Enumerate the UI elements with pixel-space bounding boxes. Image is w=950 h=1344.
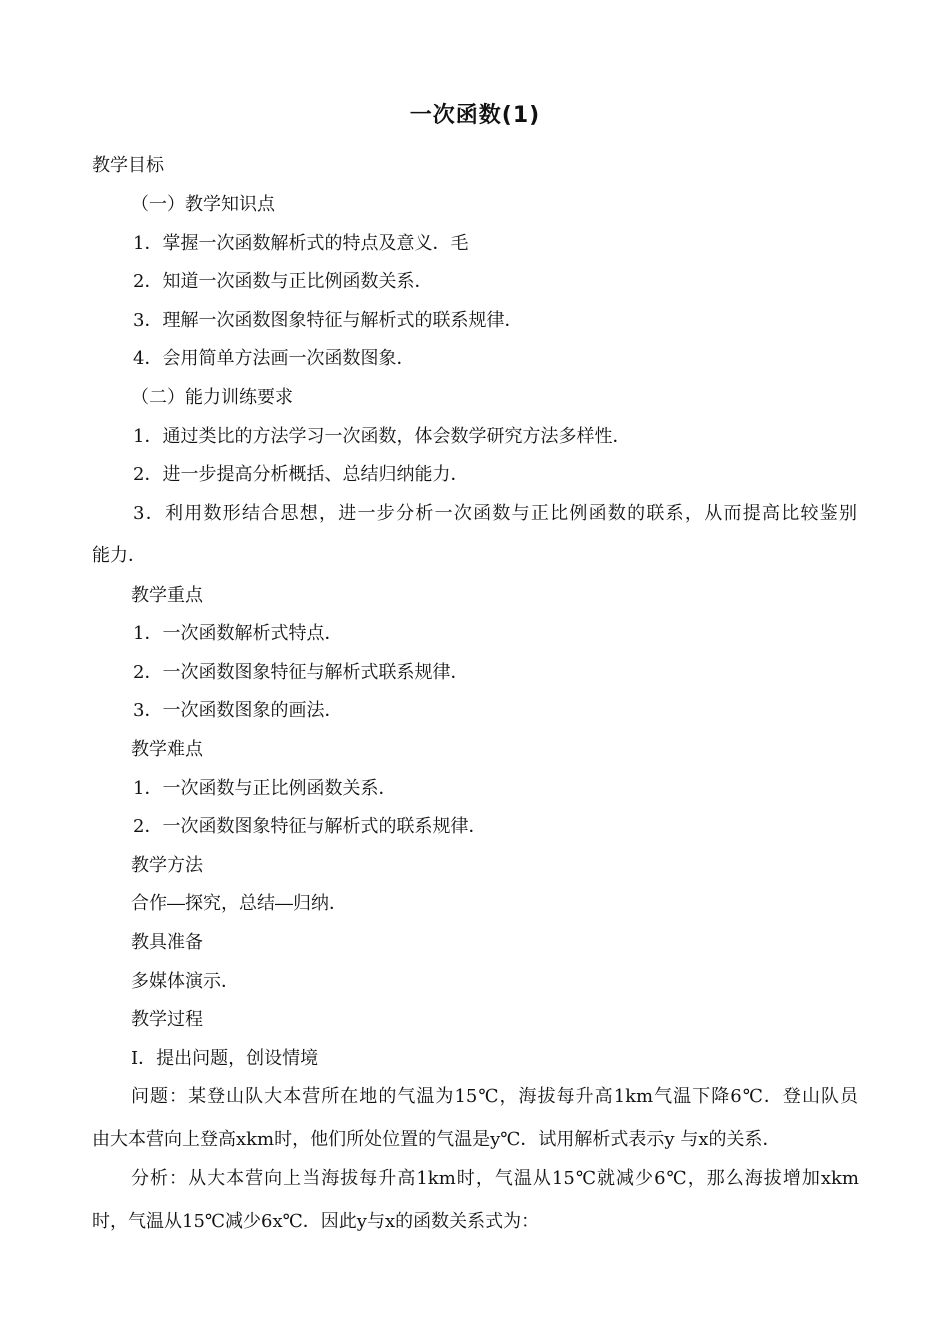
list-item: 4．会用简单方法画一次函数图象． — [133, 348, 415, 369]
list-item-continuation: 能力． — [92, 545, 146, 566]
list-item: 2．知道一次函数与正比例函数关系． — [133, 271, 433, 292]
paragraph: 时，气温从15℃减少6x℃．因此y与x的函数关系式为： — [92, 1211, 540, 1232]
list-item: 2．一次函数图象特征与解析式的联系规律． — [133, 816, 487, 837]
step-heading: Ⅰ．提出问题，创设情境 — [131, 1048, 319, 1069]
list-item: 1．一次函数与正比例函数关系． — [133, 778, 397, 799]
section-heading-objectives: 教学目标 — [92, 155, 164, 176]
list-item: 3．利用数形结合思想，进一步分析一次函数与正比例函数的联系，从而提高比较鉴别 — [133, 503, 857, 524]
paragraph: 由大本营向上登高xkm时，他们所处位置的气温是y℃．试用解析式表示y 与x的关系． — [92, 1129, 781, 1150]
list-item: 1．一次函数解析式特点． — [133, 623, 343, 644]
list-item: 3．理解一次函数图象特征与解析式的联系规律． — [133, 310, 523, 331]
list-item: 1．通过类比的方法学习一次函数，体会数学研究方法多样性． — [133, 426, 631, 447]
section-heading-difficulties: 教学难点 — [131, 739, 203, 760]
paragraph: 多媒体演示． — [131, 971, 239, 992]
paragraph: 问题：某登山队大本营所在地的气温为15℃，海拔每升高1km气温下降6℃．登山队员 — [131, 1086, 858, 1107]
section-heading-key-points: 教学重点 — [131, 585, 203, 606]
paragraph: 合作―探究，总结―归纳． — [131, 893, 347, 914]
section-heading-process: 教学过程 — [131, 1009, 203, 1030]
list-item: 3．一次函数图象的画法． — [133, 700, 343, 721]
subsection-heading-ability: （二）能力训练要求 — [131, 387, 293, 408]
list-item: 1．掌握一次函数解析式的特点及意义．毛 — [133, 233, 469, 254]
document-title: 一次函数(1) — [409, 103, 541, 128]
subsection-heading-knowledge: （一）教学知识点 — [131, 194, 275, 215]
list-item: 2．一次函数图象特征与解析式联系规律． — [133, 662, 469, 683]
list-item: 2．进一步提高分析概括、总结归纳能力． — [133, 464, 469, 485]
section-heading-methods: 教学方法 — [131, 855, 203, 876]
section-heading-tools: 教具准备 — [131, 932, 203, 953]
paragraph: 分析：从大本营向上当海拔每升高1km时，气温从15℃就减少6℃，那么海拔增加xkm — [131, 1168, 859, 1189]
